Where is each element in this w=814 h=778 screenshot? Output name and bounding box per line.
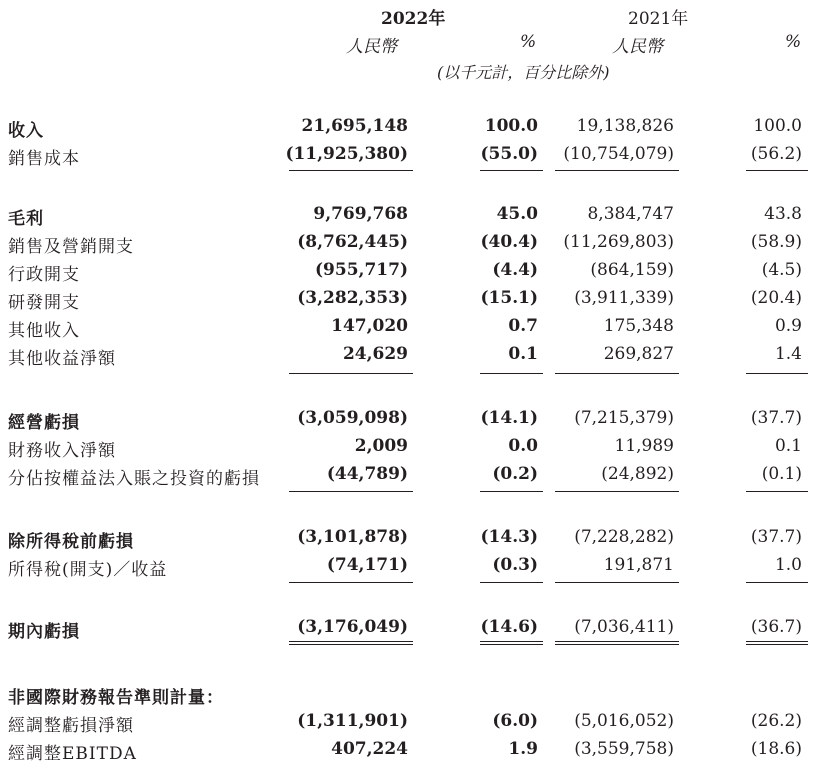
row-label-finance-income: 財務收入淨額 <box>8 441 116 461</box>
row-rnd-expenses-2022: (3,282,353) <box>297 288 408 308</box>
row-label-loss-for-period: 期內虧損 <box>8 622 80 642</box>
total-double-line <box>480 641 543 645</box>
row-adjusted-ebitda-2021: (3,559,758) <box>574 739 674 759</box>
subtotal-line <box>746 373 808 374</box>
subtotal-line <box>480 582 543 583</box>
subtotal-line <box>289 373 413 374</box>
row-admin-expenses-pct-2022: (4.4) <box>492 260 538 280</box>
row-operating-loss-pct-2021: (37.7) <box>750 408 802 428</box>
row-label-rnd-expenses: 研發開支 <box>8 293 80 313</box>
row-label-share-of-losses: 分佔按權益法入賬之投資的虧損 <box>8 469 260 489</box>
row-loss-before-tax-pct-2022: (14.3) <box>480 527 538 547</box>
row-share-of-losses-2022: (44,789) <box>326 464 408 484</box>
row-adjusted-net-loss-pct-2022: (6.0) <box>492 711 538 731</box>
row-other-gains-2021: 269,827 <box>603 344 674 364</box>
subtotal-line <box>480 491 543 492</box>
row-label-other-income: 其他收入 <box>8 321 80 341</box>
row-cost-of-sales-pct-2021: (56.2) <box>750 144 802 164</box>
row-label-admin-expenses: 行政開支 <box>8 265 80 285</box>
subtotal-line <box>555 582 679 583</box>
row-gross-profit-pct-2022: 45.0 <box>496 204 538 224</box>
row-income-tax-2021: 191,871 <box>603 555 674 575</box>
row-revenue-2022: 21,695,148 <box>301 116 408 136</box>
row-rnd-expenses-pct-2021: (20.4) <box>750 288 802 308</box>
row-cost-of-sales-pct-2022: (55.0) <box>480 144 538 164</box>
row-rnd-expenses-pct-2022: (15.1) <box>480 288 538 308</box>
row-income-tax-pct-2021: 1.0 <box>774 555 802 575</box>
row-loss-for-period-pct-2021: (36.7) <box>750 617 802 637</box>
row-loss-before-tax-pct-2021: (37.7) <box>750 527 802 547</box>
row-label-other-gains: 其他收益淨額 <box>8 349 116 369</box>
row-other-income-2021: 175,348 <box>603 316 674 336</box>
row-income-tax-2022: (74,171) <box>326 555 408 575</box>
year-2021-header: 2021年 <box>628 9 689 29</box>
row-cost-of-sales-2021: (10,754,079) <box>563 144 674 164</box>
row-label-revenue: 收入 <box>8 121 44 141</box>
row-share-of-losses-pct-2022: (0.2) <box>492 464 538 484</box>
row-loss-for-period-2021: (7,036,411) <box>574 617 674 637</box>
row-finance-income-pct-2021: 0.1 <box>774 436 802 456</box>
total-double-line <box>555 641 679 645</box>
row-other-income-pct-2021: 0.9 <box>774 316 802 336</box>
row-adjusted-ebitda-2022: 407,224 <box>331 739 408 759</box>
row-operating-loss-2021: (7,215,379) <box>574 408 674 428</box>
row-share-of-losses-2021: (24,892) <box>601 464 674 484</box>
row-gross-profit-pct-2021: 43.8 <box>764 204 802 224</box>
row-selling-marketing-2022: (8,762,445) <box>297 232 408 252</box>
row-adjusted-net-loss-2021: (5,016,052) <box>574 711 674 731</box>
row-label-adjusted-ebitda: 經調整EBITDA <box>8 744 137 764</box>
row-other-income-pct-2022: 0.7 <box>508 316 538 336</box>
row-label-gross-profit: 毛利 <box>8 209 44 229</box>
row-finance-income-2022: 2,009 <box>354 436 408 456</box>
row-label-adjusted-net-loss: 經調整虧損淨額 <box>8 716 134 736</box>
subtotal-line <box>480 373 543 374</box>
row-loss-before-tax-2022: (3,101,878) <box>297 527 408 547</box>
subtotal-line <box>555 491 679 492</box>
row-rnd-expenses-2021: (3,911,339) <box>574 288 674 308</box>
currency-2021-header: 人民幣 <box>612 37 663 57</box>
row-gross-profit-2022: 9,769,768 <box>313 204 408 224</box>
currency-2022-header: 人民幣 <box>346 37 397 57</box>
year-2022-header: 2022年 <box>381 9 446 29</box>
row-label-cost-of-sales: 銷售成本 <box>8 149 80 169</box>
row-selling-marketing-pct-2022: (40.4) <box>480 232 538 252</box>
row-operating-loss-pct-2022: (14.1) <box>480 408 538 428</box>
row-loss-for-period-2022: (3,176,049) <box>297 617 408 637</box>
row-loss-for-period-pct-2022: (14.6) <box>480 617 538 637</box>
row-label-income-tax: 所得稅(開支)／收益 <box>8 560 168 580</box>
row-admin-expenses-2021: (864,159) <box>590 260 674 280</box>
row-share-of-losses-pct-2021: (0.1) <box>761 464 802 484</box>
subtotal-line <box>555 170 679 171</box>
total-double-line <box>289 641 413 645</box>
row-other-gains-pct-2021: 1.4 <box>774 344 802 364</box>
row-other-gains-2022: 24,629 <box>342 344 408 364</box>
total-double-line <box>746 641 808 645</box>
subtotal-line <box>746 170 808 171</box>
row-adjusted-net-loss-2022: (1,311,901) <box>297 711 408 731</box>
subtotal-line <box>746 491 808 492</box>
row-other-income-2022: 147,020 <box>331 316 408 336</box>
row-label-selling-marketing: 銷售及營銷開支 <box>8 237 134 257</box>
row-label-loss-before-tax: 除所得稅前虧損 <box>8 532 134 552</box>
row-adjusted-ebitda-pct-2022: 1.9 <box>508 739 538 759</box>
subtotal-line <box>289 170 413 171</box>
row-income-tax-pct-2022: (0.3) <box>492 555 538 575</box>
units-note: (以千元計，百分比除外) <box>437 63 610 82</box>
row-other-gains-pct-2022: 0.1 <box>508 344 538 364</box>
subtotal-line <box>480 170 543 171</box>
row-adjusted-ebitda-pct-2021: (18.6) <box>750 739 802 759</box>
subtotal-line <box>746 582 808 583</box>
row-adjusted-net-loss-pct-2021: (26.2) <box>750 711 802 731</box>
row-admin-expenses-pct-2021: (4.5) <box>761 260 802 280</box>
row-revenue-pct-2021: 100.0 <box>753 116 802 136</box>
subtotal-line <box>289 491 413 492</box>
subtotal-line <box>555 373 679 374</box>
row-operating-loss-2022: (3,059,098) <box>297 408 408 428</box>
row-revenue-2021: 19,138,826 <box>576 116 674 136</box>
row-gross-profit-2021: 8,384,747 <box>587 204 674 224</box>
row-loss-before-tax-2021: (7,228,282) <box>574 527 674 547</box>
row-selling-marketing-2021: (11,269,803) <box>563 232 674 252</box>
section-label-non-ifrs: 非國際財務報告準則計量： <box>8 688 224 708</box>
percent-2021-header: % <box>785 32 802 52</box>
row-finance-income-pct-2022: 0.0 <box>508 436 538 456</box>
row-admin-expenses-2022: (955,717) <box>315 260 408 280</box>
row-cost-of-sales-2022: (11,925,380) <box>285 144 408 164</box>
percent-2022-header: % <box>520 32 537 52</box>
row-revenue-pct-2022: 100.0 <box>484 116 538 136</box>
row-label-operating-loss: 經營虧損 <box>8 413 80 433</box>
row-selling-marketing-pct-2021: (58.9) <box>750 232 802 252</box>
subtotal-line <box>289 582 413 583</box>
row-finance-income-2021: 11,989 <box>614 436 674 456</box>
